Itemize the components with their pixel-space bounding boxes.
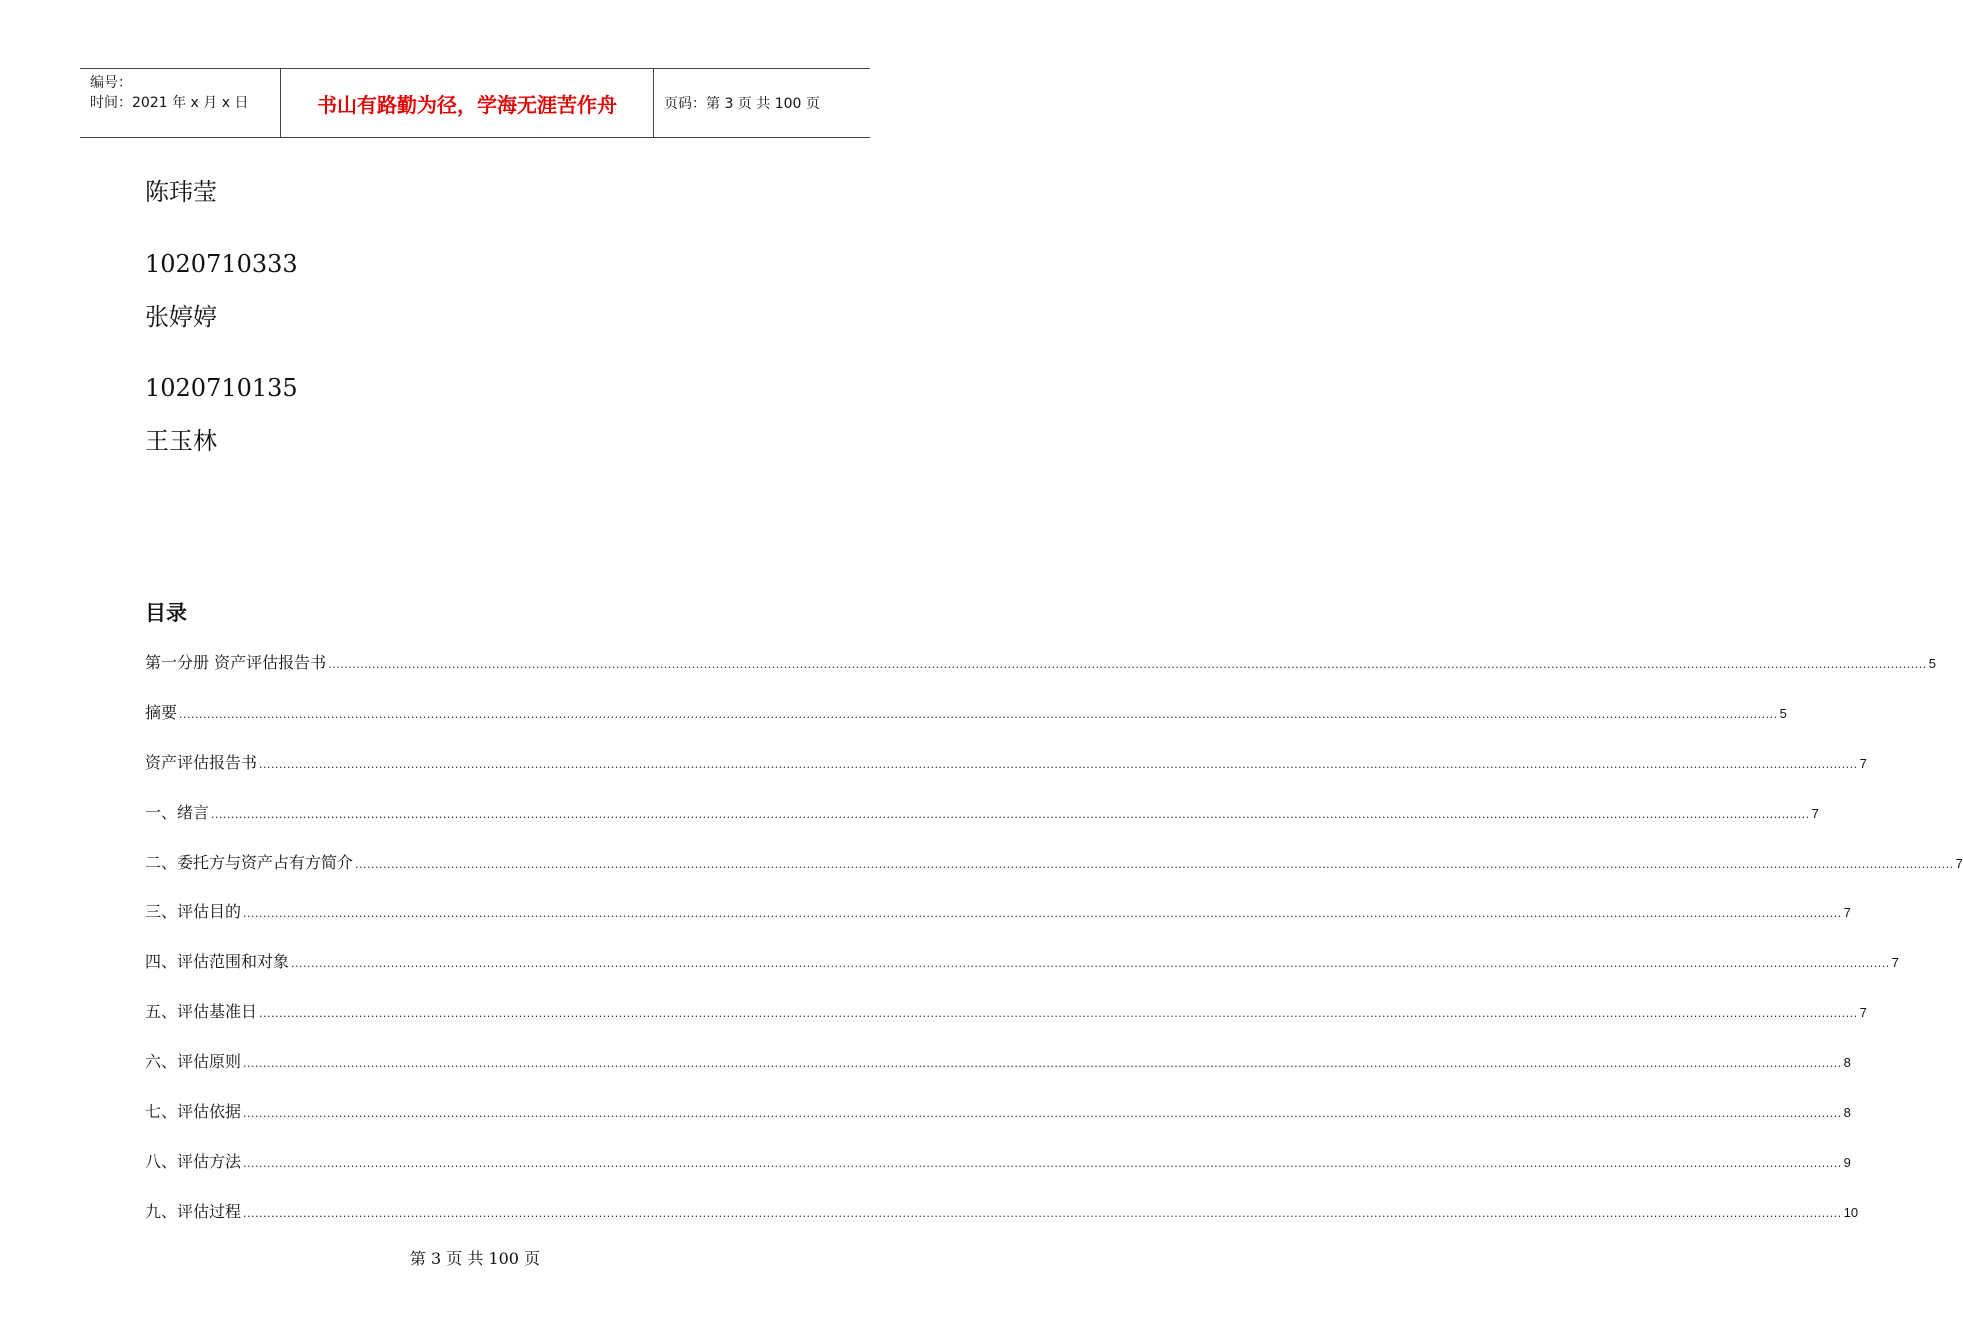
toc-entry-page: 9	[1843, 1154, 1851, 1170]
toc-entry-text: 八、评估方法	[145, 1151, 242, 1171]
toc-entry-text: 第一分册 资产评估报告书	[145, 653, 327, 672]
header-motto: 书山有路勤为径，学海无涯苦作舟	[281, 69, 654, 137]
toc-entry-text: 九、评估过程	[145, 1201, 242, 1221]
toc-leader: ................................................................................................................................................................................................................................................................................................................................................................................................................	[179, 707, 1778, 721]
toc-entry-page: 7	[1811, 805, 1819, 821]
toc-leader: ................................................................................................................................................................................................................................................................................................................................................................................................................	[243, 1156, 1842, 1170]
toc-entry-text: 七、评估依据	[145, 1102, 242, 1122]
toc-entry-page: 8	[1843, 1055, 1851, 1071]
number-label: 编号：	[90, 75, 132, 91]
toc-entry[interactable]	[145, 850, 1963, 900]
toc-leader: ................................................................................................................................................................................................................................................................................................................................................................................................................	[243, 1206, 1842, 1220]
toc-entry[interactable]	[145, 800, 1819, 850]
toc-entry[interactable]	[145, 750, 1867, 800]
toc-entry-page: 7	[1891, 955, 1899, 971]
toc-leader: ................................................................................................................................................................................................................................................................................................................................................................................................................	[259, 757, 1858, 771]
toc-entry-text: 摘要	[145, 702, 178, 722]
toc-entry-page: 10	[1843, 1204, 1859, 1220]
toc-leader: ................................................................................................................................................................................................................................................................................................................................................................................................................	[243, 1107, 1842, 1121]
person-id: 1020710333	[145, 250, 298, 278]
toc-leader: ................................................................................................................................................................................................................................................................................................................................................................................................................	[211, 807, 1810, 821]
table-of-contents	[145, 650, 1963, 1249]
page-footer: 第 3 页 共 100 页	[409, 1249, 541, 1268]
toc-entry-text: 六、评估原则	[145, 1052, 242, 1072]
toc-entry[interactable]	[145, 650, 1936, 700]
toc-entry-page: 5	[1928, 656, 1936, 671]
toc-entry[interactable]	[145, 700, 1787, 750]
toc-entry[interactable]	[145, 1199, 1859, 1249]
toc-entry-text: 四、评估范围和对象	[145, 952, 290, 972]
toc-leader: ................................................................................................................................................................................................................................................................................................................................................................................................................	[355, 857, 1954, 871]
time-label: 时间：2021 年 x 月 x 日	[90, 95, 249, 111]
toc-leader: ................................................................................................................................................................................................................................................................................................................................................................................................................	[259, 1007, 1858, 1021]
toc-entry-page: 7	[1859, 1005, 1867, 1021]
toc-entry-page: 7	[1955, 855, 1963, 871]
toc-entry[interactable]	[145, 1049, 1851, 1099]
person-name: 陈玮莹	[145, 178, 217, 206]
toc-entry[interactable]	[145, 1149, 1851, 1199]
toc-entry[interactable]	[145, 899, 1851, 949]
toc-entry-text: 五、评估基准日	[145, 1002, 258, 1022]
header-page-info: 页码：第 3 页 共 100 页	[664, 96, 820, 112]
toc-entry-page: 8	[1843, 1105, 1851, 1121]
toc-entry-text: 二、委托方与资产占有方简介	[145, 852, 354, 872]
person-id: 1020710135	[145, 374, 298, 402]
person-name: 王玉林	[145, 427, 217, 455]
toc-entry-text: 一、绪言	[145, 802, 210, 822]
toc-entry[interactable]	[145, 949, 1899, 999]
toc-entry-page: 7	[1859, 755, 1867, 771]
page-header	[80, 68, 870, 138]
toc-leader: ................................................................................................................................................................................................................................................................................................................................................................................................................	[291, 957, 1890, 971]
toc-title: 目录	[145, 600, 187, 625]
toc-entry[interactable]	[145, 1099, 1851, 1149]
toc-leader: ................................................................................................................................................................................................................................................................................................................................................................................................................	[243, 1057, 1842, 1071]
toc-entry-text: 资产评估报告书	[145, 752, 258, 772]
toc-entry[interactable]	[145, 999, 1867, 1049]
toc-entry-page: 7	[1843, 905, 1851, 921]
person-name: 张婷婷	[145, 303, 217, 331]
header-meta	[80, 69, 281, 137]
toc-leader: ................................................................................................................................................................................................................................................................................................................................................................................................................	[243, 907, 1842, 921]
toc-entry-text: 三、评估目的	[145, 902, 242, 922]
toc-leader: ................................................................................................................................................................................................................................................................................................................................................................................................................	[328, 658, 1927, 671]
toc-entry-page: 5	[1779, 705, 1787, 721]
